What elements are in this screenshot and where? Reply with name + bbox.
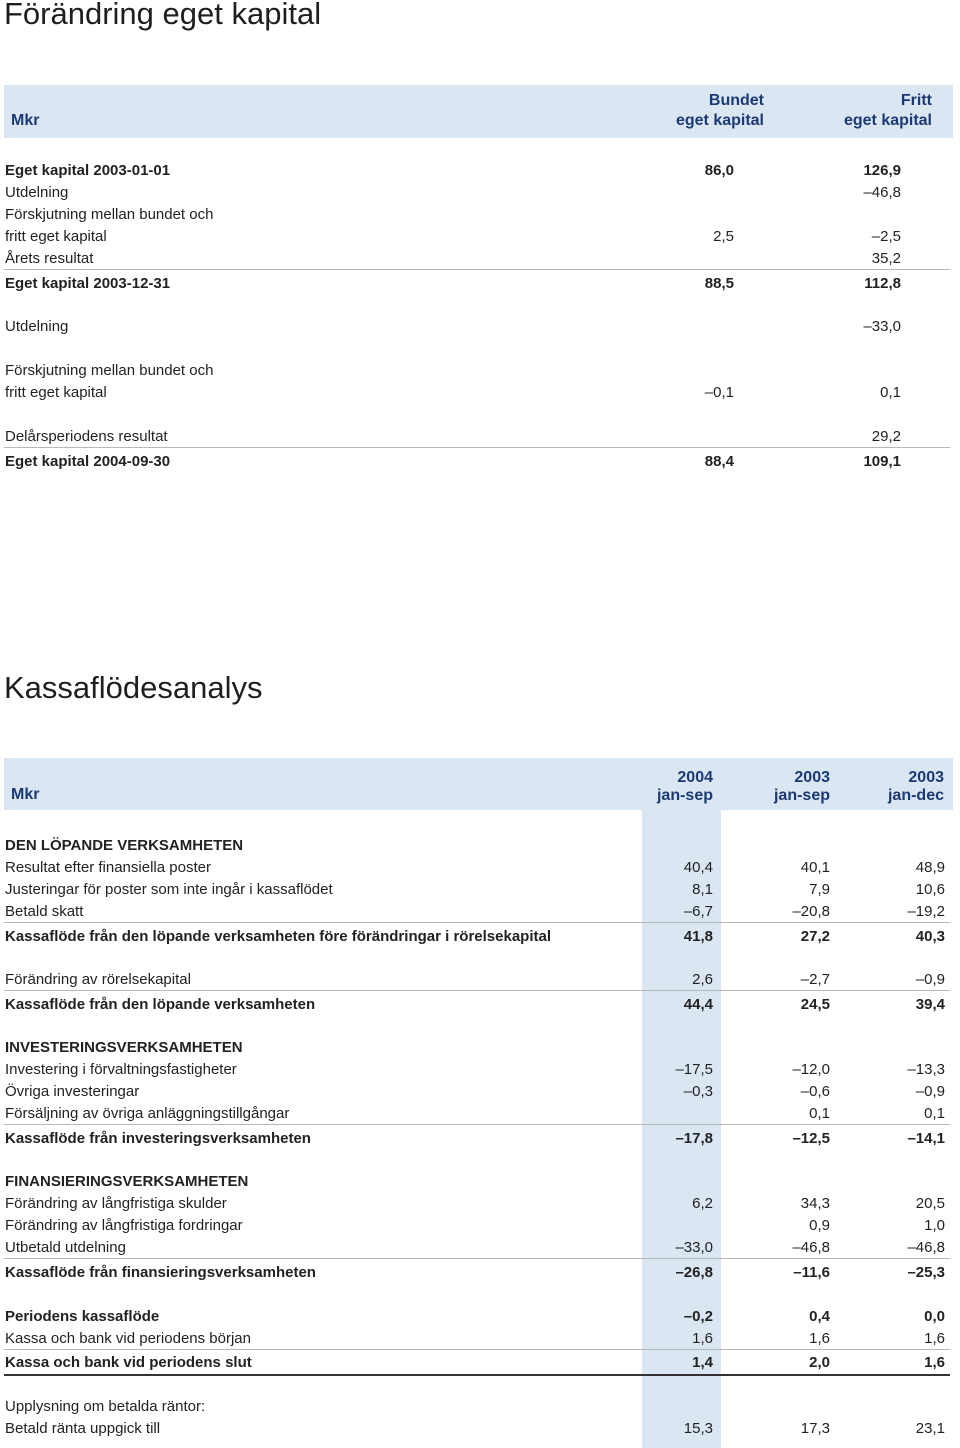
value-fritt: 35,2 [871,250,901,267]
table-row [0,1396,960,1417]
value-fritt: –2,5 [871,228,901,245]
table-row [0,1128,960,1149]
row-label: Kassa och bank vid periodens början [5,1330,251,1347]
row-label: Eget kapital 2003-01-01 [5,162,171,179]
table-row [0,273,960,294]
value-bundet: 86,0 [704,162,734,179]
row-label: Förändring av långfristiga skulder [5,1195,227,1212]
value-2003-jan-sep: 40,1 [800,859,830,876]
divider [4,1124,950,1125]
table-row [0,857,960,878]
row-label: Eget kapital 2003-12-31 [5,275,171,292]
value-2003-jan-dec: 1,0 [924,1217,945,1234]
row-label: Upplysning om betalda räntor: [5,1398,206,1415]
value-2004-jan-sep: 41,8 [683,928,713,945]
table-row [0,316,960,337]
row-label: Förskjutning mellan bundet och [5,362,214,379]
value-2004-jan-sep: 1,6 [692,1330,713,1347]
equity-header-mkr: Mkr [11,112,40,129]
value-2003-jan-sep: –12,5 [792,1130,830,1147]
value-2003-jan-dec: 0,1 [924,1105,945,1122]
table-row [0,426,960,447]
value-fritt: 29,2 [871,428,901,445]
value-2003-jan-dec: 40,3 [915,928,945,945]
row-label: Delårsperiodens resultat [5,428,168,445]
divider [4,922,950,923]
divider [4,1258,950,1259]
row-label: Kassaflöde från den löpande verksamheten [5,996,316,1013]
value-2004-jan-sep: –6,7 [683,903,713,920]
value-fritt: 0,1 [880,384,901,401]
table-row [0,1081,960,1102]
table-row [0,204,960,225]
row-label: Övriga investeringar [5,1083,140,1100]
table-row [0,182,960,203]
value-2003-jan-dec: 1,6 [924,1354,945,1371]
value-2003-jan-dec: –13,3 [907,1061,945,1078]
table-row [0,1418,960,1439]
table-row [0,360,960,381]
row-label: FINANSIERINGSVERKSAMHETEN [5,1173,249,1190]
table-row [0,1328,960,1349]
equity-header-fritt-line1: Fritt [900,92,932,109]
section-heading [0,1037,960,1058]
value-2003-jan-dec: 39,4 [915,996,945,1013]
row-label: Periodens kassaflöde [5,1308,160,1325]
value-2004-jan-sep: 40,4 [683,859,713,876]
section-heading [0,835,960,856]
value-2003-jan-dec: 10,6 [915,881,945,898]
table-row [0,1103,960,1124]
value-2003-jan-sep: 0,1 [809,1105,830,1122]
value-2003-jan-dec: –0,9 [915,971,945,988]
table-row [0,1193,960,1214]
table-row [0,926,960,947]
value-2004-jan-sep: –17,5 [675,1061,713,1078]
row-label: Kassaflöde från finansieringsverksamheten [5,1264,316,1281]
value-2003-jan-sep: –2,7 [800,971,830,988]
value-2003-jan-dec: 0,0 [924,1308,945,1325]
row-label: DEN LÖPANDE VERKSAMHETEN [5,837,244,854]
table-row [0,879,960,900]
value-2003-jan-sep: –20,8 [792,903,830,920]
divider [4,269,950,270]
value-2003-jan-sep: 7,9 [809,881,830,898]
value-2004-jan-sep: 1,4 [692,1354,713,1371]
value-2004-jan-sep: –0,2 [683,1308,713,1325]
cashflow-header-col2-period: jan-sep [773,787,830,804]
value-fritt: 112,8 [864,275,901,292]
cashflow-header-col2-year: 2003 [794,769,830,786]
row-label: Betald skatt [5,903,84,920]
value-2004-jan-sep: 8,1 [692,881,713,898]
value-2003-jan-sep: –46,8 [792,1239,830,1256]
table-row [0,969,960,990]
table-row [0,1059,960,1080]
row-label: Betald ränta uppgick till [5,1420,161,1437]
divider [4,990,950,991]
value-fritt: –46,8 [863,184,901,201]
row-label: Utbetald utdelning [5,1239,126,1256]
value-bundet: –0,1 [704,384,734,401]
value-bundet: 88,4 [704,453,734,470]
row-label: Förändring av långfristiga fordringar [5,1217,243,1234]
value-bundet: 2,5 [713,228,734,245]
value-2004-jan-sep: 2,6 [692,971,713,988]
table-row [0,451,960,472]
table-row [0,1352,960,1373]
value-2003-jan-dec: 20,5 [915,1195,945,1212]
equity-header-bundet-line2: eget kapital [675,112,764,129]
value-2003-jan-sep: –12,0 [792,1061,830,1078]
value-fritt: –33,0 [863,318,901,335]
value-2004-jan-sep: –0,3 [683,1083,713,1100]
value-2003-jan-sep: –0,6 [800,1083,830,1100]
value-2003-jan-dec: –19,2 [907,903,945,920]
table-row [0,382,960,403]
value-2004-jan-sep: –17,8 [675,1130,713,1147]
row-label: Kassa och bank vid periodens slut [5,1354,252,1371]
value-2004-jan-sep: –33,0 [675,1239,713,1256]
divider [4,447,950,448]
row-label: fritt eget kapital [5,228,107,245]
row-label: Försäljning av övriga anläggningstillgångar [5,1105,290,1122]
cashflow-title: Kassaflödesanalys [4,670,263,705]
table-row [0,901,960,922]
table-row [0,226,960,247]
equity-table-header [4,85,953,138]
value-2003-jan-sep: 24,5 [800,996,830,1013]
value-2003-jan-dec: 23,1 [915,1420,945,1437]
value-2003-jan-dec: –46,8 [907,1239,945,1256]
equity-header-fritt-line2: eget kapital [843,112,932,129]
value-2004-jan-sep: 6,2 [692,1195,713,1212]
row-label: Eget kapital 2004-09-30 [5,453,171,470]
row-label: Investering i förvaltningsfastigheter [5,1061,237,1078]
table-row [0,1215,960,1236]
table-row [0,1237,960,1258]
row-label: Förskjutning mellan bundet och [5,206,214,223]
row-label: Förändring av rörelsekapital [5,971,191,988]
value-2004-jan-sep: 15,3 [683,1420,713,1437]
value-2003-jan-sep: 1,6 [809,1330,830,1347]
table-row [0,994,960,1015]
value-2004-jan-sep: 44,4 [683,996,713,1013]
row-label: fritt eget kapital [5,384,107,401]
row-label: Årets resultat [5,250,94,267]
divider [4,1349,950,1350]
cashflow-header-mkr: Mkr [11,786,40,803]
cashflow-header-col1-period: jan-sep [656,787,713,804]
value-2004-jan-sep: –26,8 [675,1264,713,1281]
table-row [0,1306,960,1327]
row-label: Resultat efter finansiella poster [5,859,211,876]
value-fritt: 126,9 [863,162,901,179]
row-label: Utdelning [5,184,69,201]
value-2003-jan-sep: 0,4 [809,1308,830,1325]
table-row [0,1262,960,1283]
value-2003-jan-dec: –0,9 [915,1083,945,1100]
value-2003-jan-dec: –14,1 [907,1130,945,1147]
equity-header-bundet-line1: Bundet [708,92,764,109]
divider-total [4,1374,950,1376]
value-bundet: 88,5 [704,275,734,292]
row-label: INVESTERINGSVERKSAMHETEN [5,1039,243,1056]
table-row [0,160,960,181]
cashflow-header-col3-period: jan-dec [887,787,944,804]
value-2003-jan-dec: 1,6 [924,1330,945,1347]
value-fritt: 109,1 [863,453,901,470]
row-label: Utdelning [5,318,69,335]
cashflow-table-header [4,758,953,810]
row-label: Kassaflöde från investeringsverksamheten [5,1130,311,1147]
value-2003-jan-sep: 2,0 [809,1354,830,1371]
value-2003-jan-dec: –25,3 [907,1264,945,1281]
value-2003-jan-dec: 48,9 [915,859,945,876]
value-2003-jan-sep: 34,3 [800,1195,830,1212]
value-2003-jan-sep: 17,3 [800,1420,830,1437]
section-heading [0,1171,960,1192]
row-label: Kassaflöde från den löpande verksamheten före förändringar i rörelsekapital [5,928,551,945]
value-2003-jan-sep: 27,2 [800,928,830,945]
table-row [0,248,960,269]
cashflow-header-col3-year: 2003 [908,769,944,786]
value-2003-jan-sep: –11,6 [793,1264,830,1281]
row-label: Justeringar för poster som inte ingår i kassaflödet [5,881,333,898]
value-2003-jan-sep: 0,9 [809,1217,830,1234]
cashflow-header-col1-year: 2004 [677,769,713,786]
equity-title: Förändring eget kapital [4,0,322,31]
